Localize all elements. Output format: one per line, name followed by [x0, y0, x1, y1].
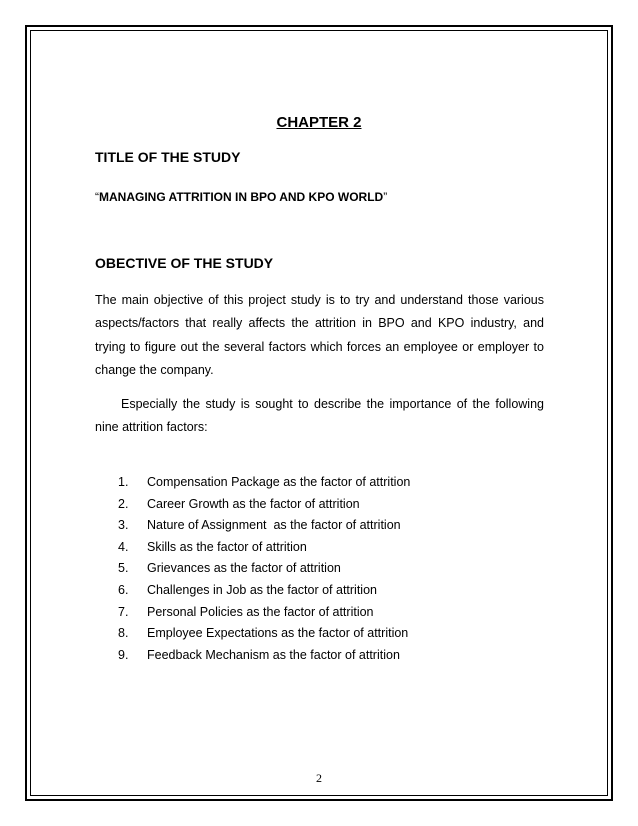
study-title-text: MANAGING ATTRITION IN BPO AND KPO WORLD — [99, 190, 384, 204]
attrition-factors-list — [118, 472, 410, 666]
chapter-heading: CHAPTER 2 — [276, 114, 362, 131]
study-title-open-quote: “ — [95, 190, 99, 204]
page-number: 2 — [316, 771, 322, 785]
list-item-number: 6. — [118, 582, 129, 597]
study-title-close-quote: ” — [383, 190, 388, 204]
list-item-text: Grievances as the factor of attrition — [147, 561, 341, 576]
factors-intro-paragraph: Especially the study is sought to describe the importance of the following nine attrition factors: — [95, 397, 544, 435]
list-item — [118, 537, 410, 559]
list-item-text: Employee Expectations as the factor of attrition — [147, 626, 409, 641]
list-item-number: 8. — [118, 626, 129, 641]
list-item-text: Compensation Package as the factor of attrition — [147, 475, 411, 489]
list-item-text: Personal Policies as the factor of attrition — [147, 604, 374, 619]
objective-paragraph: The main objective of this project study is to try and understand those various aspects/factors that really affects the attrition in BPO and KPO industry, and trying to figure out the several factors which forces an employee or employer to change the company. — [95, 293, 544, 378]
list-item-number: 4. — [118, 539, 129, 554]
list-item — [118, 623, 410, 645]
list-item — [118, 472, 410, 494]
list-item-text: Nature of Assignment as the factor of attrition — [147, 518, 401, 533]
title-of-study-heading: TITLE OF THE STUDY — [95, 149, 241, 165]
list-item-text: Feedback Mechanism as the factor of attrition — [147, 647, 400, 662]
objective-heading: OBECTIVE OF THE STUDY — [95, 255, 274, 271]
study-title — [95, 190, 387, 204]
list-item-number: 7. — [118, 604, 129, 619]
list-item — [118, 494, 410, 516]
list-item-number: 9. — [118, 647, 129, 662]
list-item-number: 3. — [118, 518, 129, 533]
list-item — [118, 558, 410, 580]
list-item-number: 1. — [118, 475, 129, 489]
list-item — [118, 515, 410, 537]
list-item — [118, 645, 410, 667]
list-item-text: Career Growth as the factor of attrition — [147, 496, 360, 511]
list-item-number: 2. — [118, 496, 129, 511]
list-item-number: 5. — [118, 561, 129, 576]
list-item — [118, 602, 410, 624]
list-item — [118, 580, 410, 602]
list-item-text: Challenges in Job as the factor of attrition — [147, 582, 377, 597]
list-item-text: Skills as the factor of attrition — [147, 539, 307, 554]
